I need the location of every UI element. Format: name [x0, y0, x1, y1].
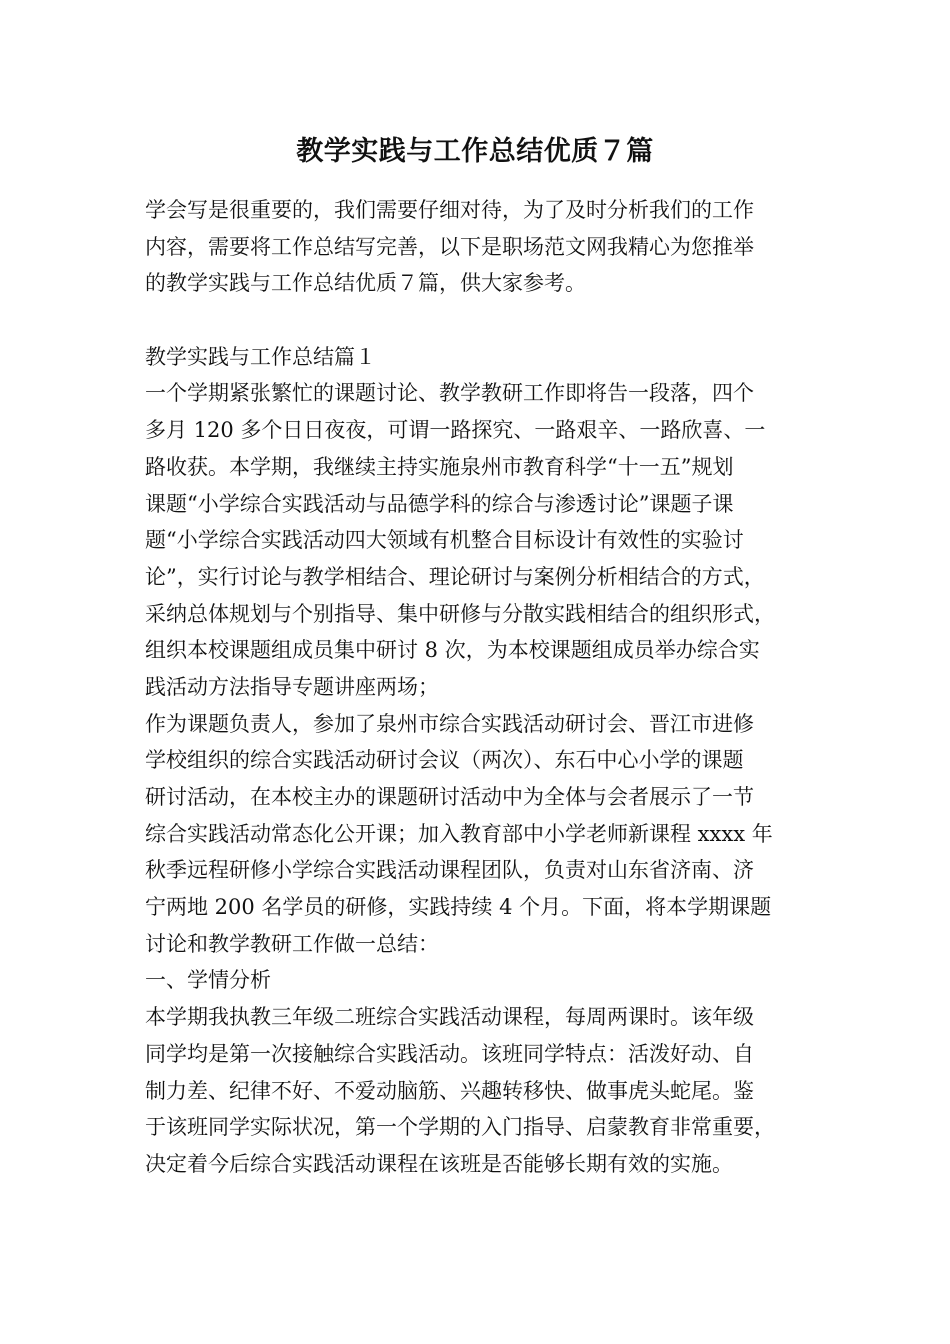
- text-line: 路收获。本学期，我继续主持实施泉州市教育科学“十一五”规划: [145, 454, 734, 479]
- text-line: 课题“小学综合实践活动与品德学科的综合与渗透讨论”课题子课: [145, 491, 734, 516]
- text-line: 一个学期紧张繁忙的课题讨论、教学教研工作即将告一段落，四个: [145, 381, 754, 406]
- paragraph-gap: [145, 302, 825, 339]
- text-line: 宁两地 200 名学员的研修，实践持续 4 个月。下面，将本学期课题: [145, 895, 772, 920]
- text-line: 本学期我执教三年级二班综合实践活动课程，每周两课时。该年级: [145, 1005, 754, 1030]
- paragraph-2: [145, 706, 825, 963]
- text-line: 学会写是很重要的，我们需要仔细对待，为了及时分析我们的工作: [145, 198, 754, 222]
- text-line: 论”，实行讨论与教学相结合、理论研讨与案例分析相结合的方式，: [145, 564, 765, 589]
- text-line: 于该班同学实际状况，第一个学期的入门指导、启蒙教育非常重要，: [145, 1115, 775, 1140]
- document-title: 教学实践与工作总结优质７篇: [296, 136, 654, 167]
- text-line: 多月 120 多个日日夜夜，可谓一路探究、一路艰辛、一路欣喜、一: [145, 418, 766, 443]
- paragraph-3: [145, 999, 825, 1182]
- text-line: 组织本校课题组成员集中研讨 8 次，为本校课题组成员举办综合实: [145, 638, 760, 663]
- text-line: 讨论和教学教研工作做一总结：: [145, 931, 439, 956]
- text-line: 综合实践活动常态化公开课；加入教育部中小学老师新课程 xxxx 年: [145, 821, 773, 846]
- subheading-learning-analysis: 一、学情分析: [145, 968, 271, 993]
- document-body: [145, 192, 825, 1183]
- text-line: 同学均是第一次接触综合实践活动。该班同学特点：活泼好动、自: [145, 1041, 754, 1066]
- text-line: 秋季远程研修小学综合实践活动课程团队，负责对山东省济南、济: [145, 858, 754, 883]
- text-line: 题“小学综合实践活动四大领域有机整合目标设计有效性的实验讨: [145, 528, 744, 553]
- text-line: 作为课题负责人，参加了泉州市综合实践活动研讨会、晋江市进修: [145, 711, 754, 736]
- text-line: 研讨活动，在本校主办的课题研讨活动中为全体与会者展示了一节: [145, 785, 754, 809]
- text-line: 践活动方法指导专题讲座两场；: [145, 674, 439, 699]
- section-heading: 教学实践与工作总结篇１: [145, 344, 376, 369]
- text-line: 内容，需要将工作总结写完善，以下是职场范文网我精心为您推举: [145, 234, 754, 259]
- text-line: 制力差、纪律不好、不爱动脑筋、兴趣转移快、做事虎头蛇尾。鉴: [145, 1078, 754, 1103]
- text-line: 学校组织的综合实践活动研讨会议（两次）、东石中心小学的课题: [145, 748, 744, 773]
- text-line: 采纳总体规划与个别指导、集中研修与分散实践相结合的组织形式，: [145, 601, 775, 626]
- paragraph-1: [145, 375, 825, 705]
- intro-paragraph: [145, 192, 825, 302]
- text-line: 决定着今后综合实践活动课程在该班是否能够长期有效的实施。: [145, 1151, 733, 1176]
- text-line: 的教学实践与工作总结优质７篇，供大家参考。: [145, 271, 586, 296]
